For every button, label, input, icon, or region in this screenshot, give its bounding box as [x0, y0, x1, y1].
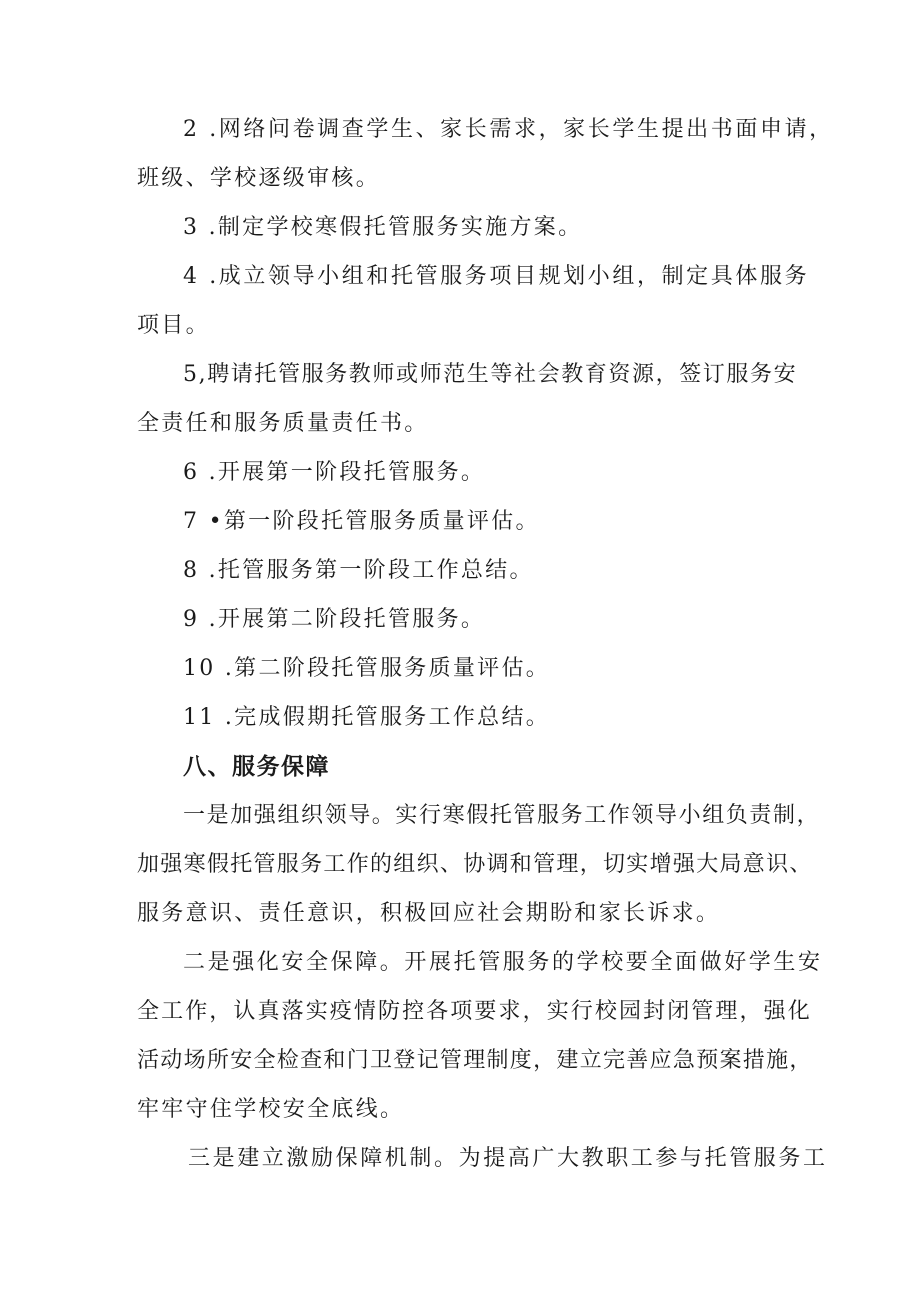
item-line: 11 .完成假期托管服务工作总结。: [183, 705, 551, 730]
item-line: 2 .网络问卷调查学生、家长需求，家长学生提出书面申请，: [183, 117, 834, 142]
item-line: 5,聘请托管服务教师或师范生等社会教育资源，签订服务安: [183, 362, 798, 387]
paragraph-line: 活动场所安全检查和门卫登记管理制度，建立完善应急预案措施，: [137, 1048, 813, 1073]
item-line: 项目。: [137, 313, 210, 338]
paragraph-line: 服务意识、责任意识，积极回应社会期盼和家长诉求。: [137, 901, 721, 926]
item-line: 4 .成立领导小组和托管服务项目规划小组，制定具体服务: [183, 264, 810, 289]
paragraph-line: 牢牢守住学校安全底线。: [137, 1097, 405, 1122]
section-heading: 八、服务保障: [183, 754, 330, 780]
item-line: 7 •第一阶段托管服务质量评估。: [183, 509, 540, 534]
paragraph-line: 一是加强组织领导。实行寒假托管服务工作领导小组负责制，: [183, 803, 821, 828]
paragraph-line: 二是强化安全保障。开展托管服务的学校要全面做好学生安: [183, 950, 823, 975]
paragraph-line: 全工作，认真落实疫情防控各项要求，实行校园封闭管理，强化: [137, 999, 812, 1024]
item-line: 班级、学校逐级审核。: [137, 166, 381, 191]
item-line: 6 .开展第一阶段托管服务。: [183, 460, 486, 485]
item-line: 9 .开展第二阶段托管服务。: [183, 607, 486, 632]
item-line: 10 .第二阶段托管服务质量评估。: [183, 656, 551, 681]
paragraph-line: 加强寒假托管服务工作的组织、协调和管理，切实增强大局意识、: [137, 852, 813, 877]
paragraph-line: 三是建立激励保障机制。为提高广大教职工参与托管服务工: [188, 1146, 828, 1171]
item-line: 全责任和服务质量责任书。: [137, 411, 429, 436]
item-line: 8 .托管服务第一阶段工作总结。: [183, 558, 534, 583]
item-line: 3 .制定学校寒假托管服务实施方案。: [183, 215, 583, 240]
